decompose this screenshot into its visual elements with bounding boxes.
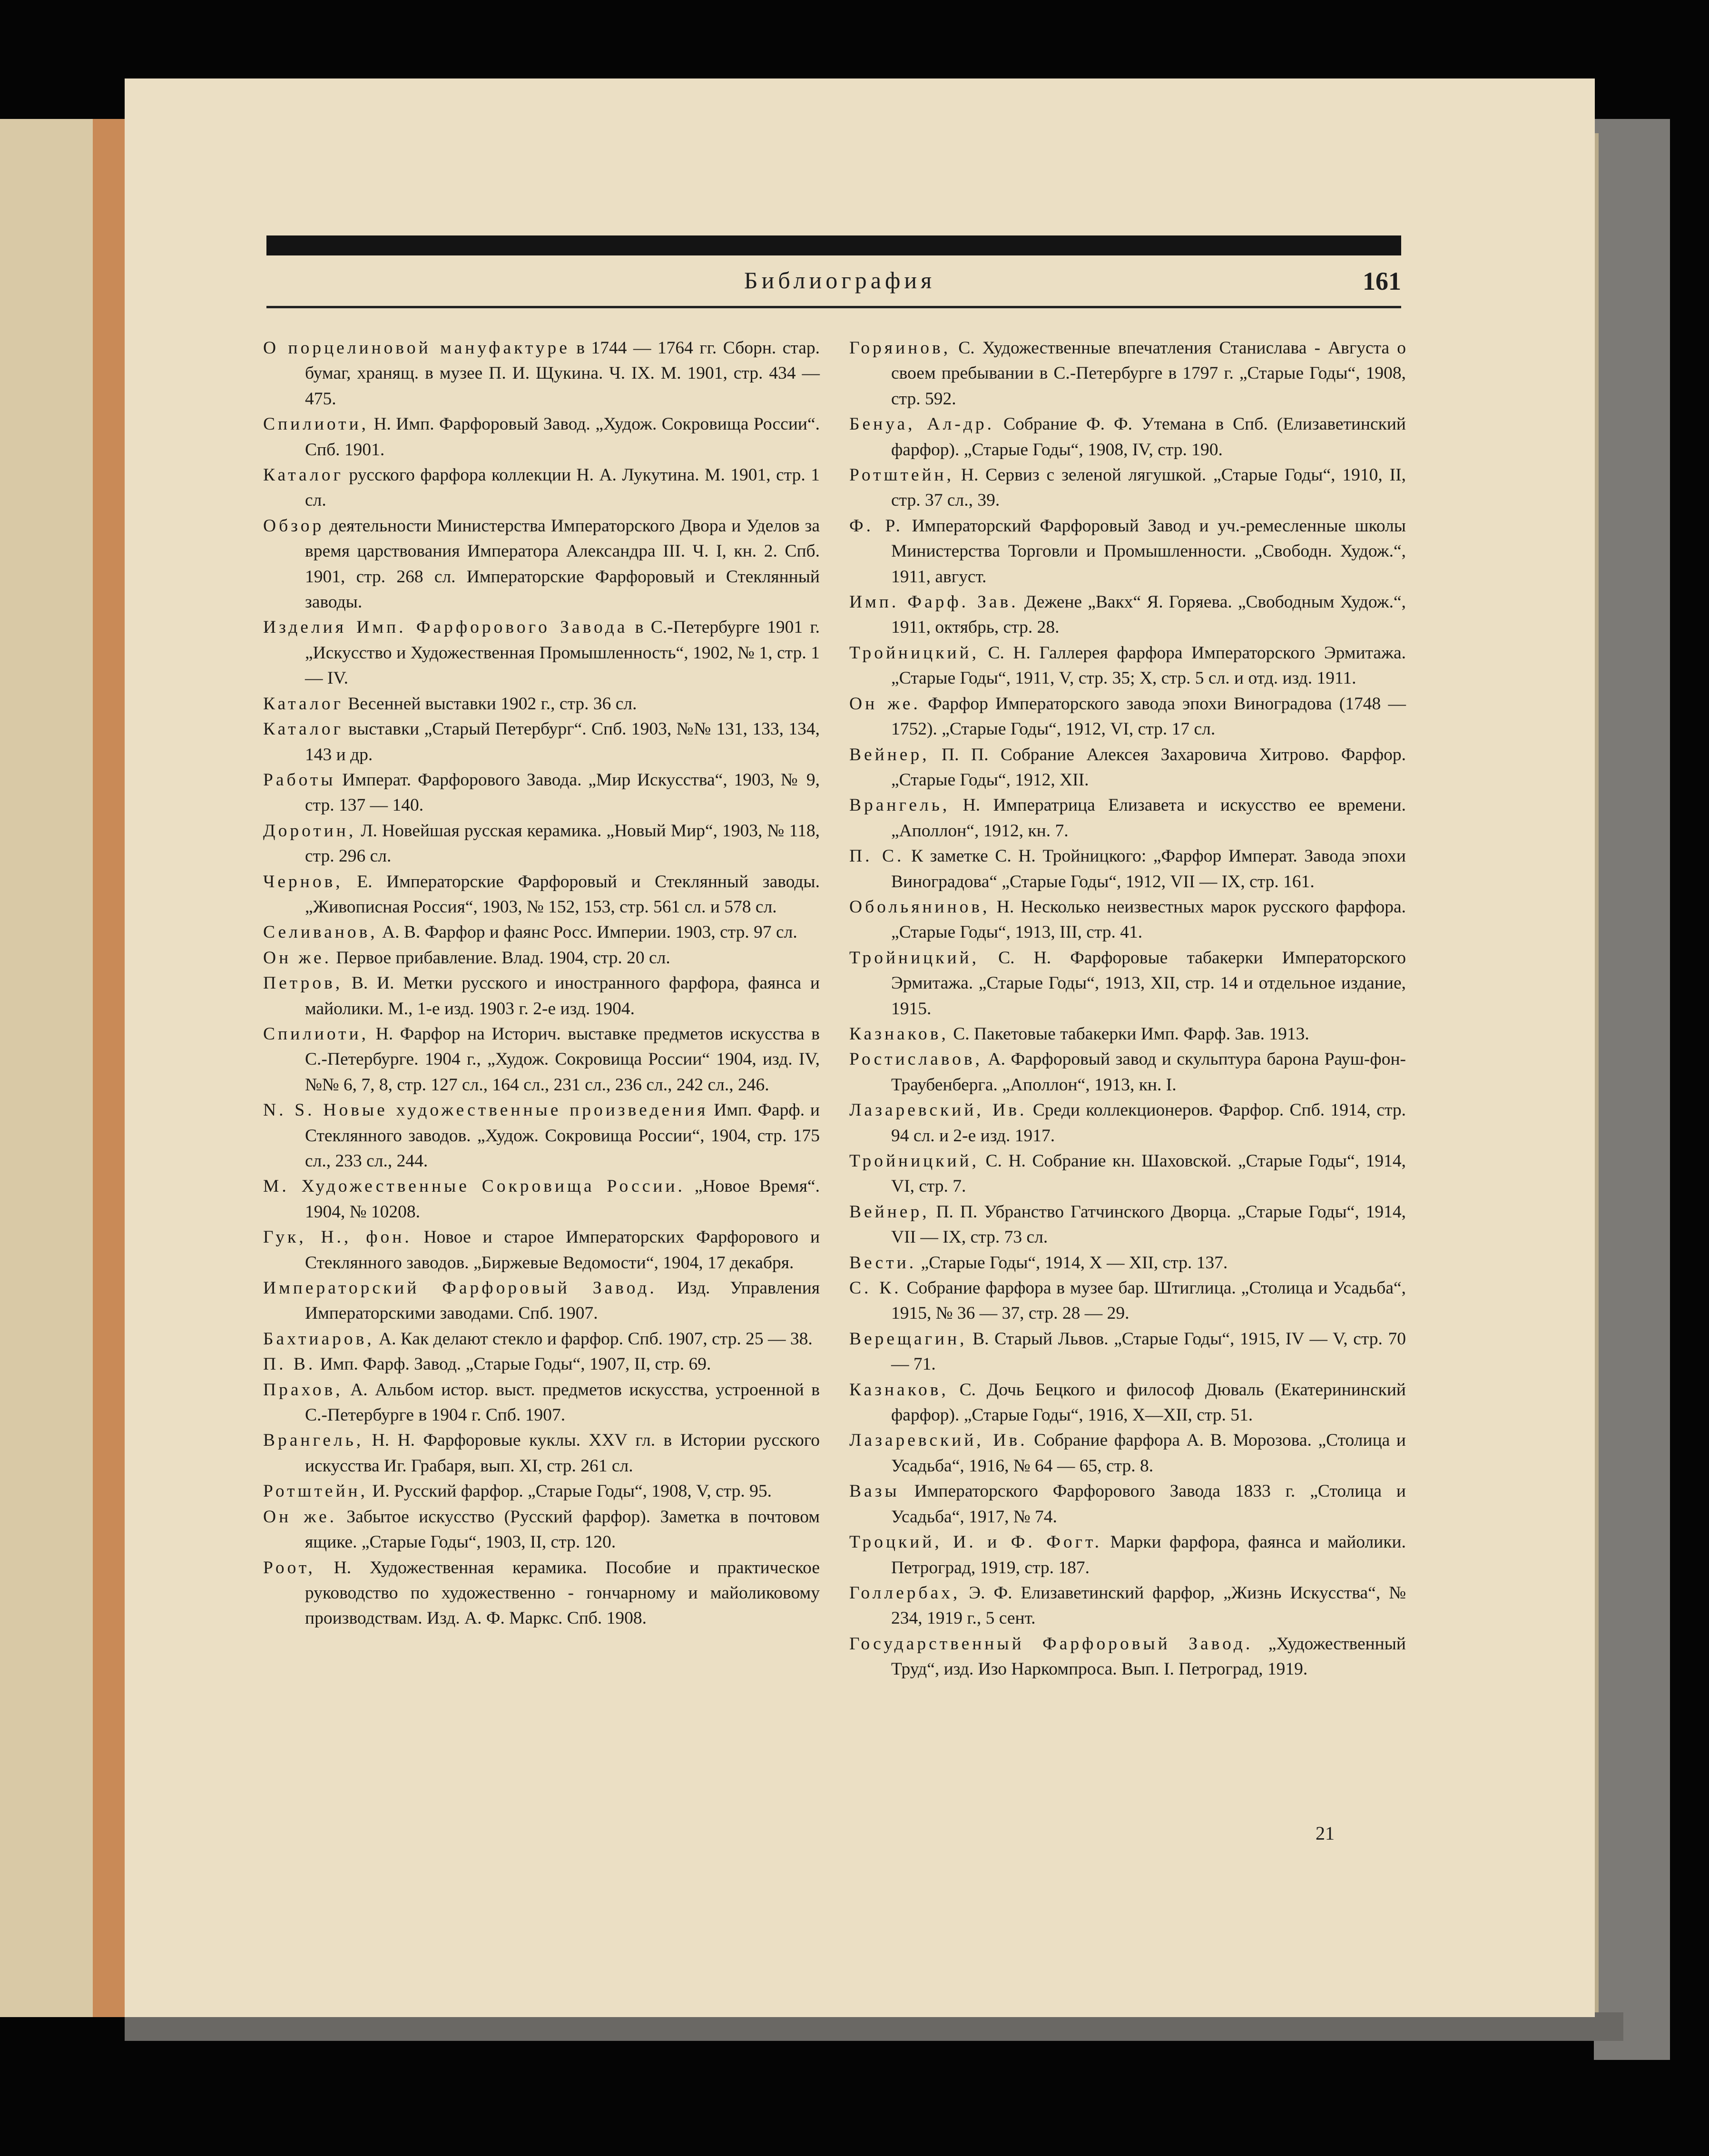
bibliography-column-left	[263, 335, 820, 1631]
entry-text: в С.-Петербурге 1901 г. „Искусство и Художественная Промышленность“, 1902, № 1, стр. 1 — IV.	[305, 617, 820, 688]
bibliography-entry	[849, 894, 1406, 945]
entry-author: Лазаревский, Ив.	[849, 1431, 1028, 1450]
entry-author: Он же.	[263, 948, 332, 968]
entry-text: Собрание фарфора А. В. Морозова. „Столица и Усадьба“, 1916, № 64 — 65, стр. 8.	[891, 1431, 1406, 1476]
entry-text: И. Русский фарфор. „Старые Годы“, 1908, V, стр. 95.	[368, 1481, 772, 1501]
bibliography-entry	[263, 767, 820, 818]
bibliography-entry	[263, 1275, 820, 1326]
book-cover-edge	[1594, 119, 1670, 2060]
bibliography-entry	[849, 412, 1406, 462]
bibliography-entry	[849, 1021, 1406, 1047]
entry-text: Н. Имп. Фарфоровый Завод. „Худож. Сокровища России“. Спб. 1901.	[305, 414, 820, 460]
bibliography-entry	[849, 1580, 1406, 1631]
bibliography-entry	[263, 869, 820, 920]
bibliography-entry	[849, 1148, 1406, 1199]
entry-author: Казнаков,	[849, 1380, 949, 1400]
bibliography-entry	[849, 742, 1406, 793]
bibliography-entry	[263, 716, 820, 767]
bibliography-entry	[263, 513, 820, 615]
entry-author: Вести.	[849, 1253, 917, 1273]
entry-author: Петров,	[263, 973, 343, 993]
entry-text: А. Фарфоровый завод и скульптура барона Рауш-фон-Траубенберга. „Аполлон“, 1913, кн. I.	[891, 1049, 1406, 1095]
entry-text: выставки „Старый Петербург“. Спб. 1903, №№ 131, 133, 134, 143 и др.	[305, 719, 820, 764]
entry-text: С. Пакетовые табакерки Имп. Фарф. Зав. 1913.	[948, 1024, 1309, 1044]
bibliography-entry	[849, 1199, 1406, 1250]
entry-author: Троцкий, И. и Ф. Фогт.	[849, 1532, 1102, 1552]
bibliography-entry	[263, 945, 820, 970]
entry-author: Каталог	[263, 465, 344, 485]
entry-author: Бенуа, Ал-др.	[849, 414, 995, 434]
entry-author: Имп. Фарф. Зав.	[849, 592, 1019, 612]
bibliography-entry	[849, 1529, 1406, 1580]
entry-text: Первое прибавление. Влад. 1904, стр. 20 сл.	[331, 948, 670, 968]
entry-text: К заметке С. Н. Тройницкого: „Фарфор Императ. Завода эпохи Виноградова“ „Старые Годы“, 1912, VII — IX, стр. 161.	[891, 846, 1406, 892]
bibliography-entry	[849, 945, 1406, 1021]
entry-text: П. П. Убранство Гатчинского Дворца. „Старые Годы“, 1914, VII — IX, стр. 73 сл.	[891, 1202, 1406, 1247]
entry-author: О порцелиновой мануфактуре	[263, 338, 570, 358]
entry-text: С. Художественные впечатления Станислава - Августа о своем пребывании в С.-Петербурге в 1797 г. „Старые Годы“, 1908, стр. 592.	[891, 338, 1406, 409]
entry-text: Императорского Фарфорового Завода 1833 г. „Столица и Усадьба“, 1917, № 74.	[891, 1481, 1406, 1527]
bibliography-entry	[263, 1326, 820, 1352]
bibliography-entry	[849, 1428, 1406, 1479]
bibliography-entry	[849, 1098, 1406, 1148]
bibliography-entry	[849, 1377, 1406, 1428]
entry-text: Е. Императорские Фарфоровый и Стеклянный заводы. „Живописная Россия“, 1903, № 152, 153, стр. 561 сл. и 578 сл.	[305, 872, 820, 917]
entry-text: Императорский Фарфоровый Завод и уч.-ремесленные школы Министерства Торговли и Промышленности. „Свободн. Худож.“, 1911, август.	[891, 516, 1406, 587]
entry-text: в 1744 — 1764 гг. Сборн. стар. бумаг, хранящ. в музее П. И. Щукина. Ч. IX. М. 1901, стр. 434 — 475.	[305, 338, 820, 409]
entry-author: Бахтиаров,	[263, 1329, 374, 1349]
bibliography-entry	[849, 513, 1406, 589]
entry-text: Н. Сервиз с зеленой лягушкой. „Старые Годы“, 1910, II, стр. 37 сл., 39.	[891, 465, 1406, 510]
entry-text: Н. Фарфор на Историч. выставке предметов искусства в С.-Петербурге. 1904 г., „Худож. Сокровища России“ 1904, изд. IV, №№ 6, 7, 8, стр. 127 сл., 164 сл., 231 сл., 236 сл., 242 сл., 246.	[305, 1024, 820, 1095]
entry-text: С. Н. Галлерея фарфора Императорского Эрмитажа. „Старые Годы“, 1911, V, стр. 35; Х, стр. 5 сл. и отд. изд. 1911.	[891, 643, 1406, 688]
entry-text: Изд. Управления Императорскими заводами. Спб. 1907.	[305, 1278, 820, 1323]
entry-author: Работы	[263, 770, 336, 790]
entry-author: Ростиславов,	[849, 1049, 982, 1069]
entry-author: П. В.	[263, 1354, 316, 1374]
entry-text: А. Альбом истор. выст. предметов искусства, устроенной в С.-Петербурге в 1904 г. Спб. 1907.	[305, 1380, 820, 1425]
bibliography-entry	[263, 1098, 820, 1174]
entry-text: Императ. Фарфорового Завода. „Мир Искусства“, 1903, № 9, стр. 137 — 140.	[305, 770, 820, 815]
entry-text: „Художественный Труд“, изд. Изо Наркомпроса. Вып. I. Петроград, 1919.	[891, 1634, 1406, 1679]
entry-author: Верещагин,	[849, 1329, 967, 1349]
entry-author: Вазы	[849, 1481, 900, 1501]
bibliography-entry	[263, 818, 820, 869]
entry-text: А. Как делают стекло и фарфор. Спб. 1907, стр. 25 — 38.	[374, 1329, 813, 1349]
bibliography-entry	[849, 1479, 1406, 1529]
entry-text: Собрание фарфора в музее бар. Штиглица. „Столица и Усадьба“, 1915, № 36 — 37, стр. 28 — 29.	[891, 1278, 1406, 1323]
entry-author: Тройницкий,	[849, 948, 979, 968]
bibliography-entry	[849, 589, 1406, 640]
entry-author: Врангель,	[263, 1431, 364, 1450]
entry-author: Лазаревский, Ив.	[849, 1100, 1027, 1120]
entry-author: Императорский Фарфоровый Завод.	[263, 1278, 657, 1298]
bibliography-entry	[849, 335, 1406, 412]
running-title: Библиография	[744, 267, 936, 294]
entry-author: С. К.	[849, 1278, 902, 1298]
entry-text: Новое и старое Императорских Фарфорового и Стеклянного заводов. „Биржевые Ведомости“, 1904, 17 декабря.	[305, 1227, 820, 1273]
entry-text: Марки фарфора, фаянса и майолики. Петроград, 1919, стр. 187.	[891, 1532, 1406, 1578]
bibliography-entry	[263, 1225, 820, 1275]
entry-text: С. Дочь Бецкого и философ Дюваль (Екатерининский фарфор). „Старые Годы“, 1916, Х—XII, стр. 51.	[891, 1380, 1406, 1425]
entry-author: Голлербах,	[849, 1583, 961, 1603]
entry-author: Каталог	[263, 694, 344, 714]
entry-author: Прахов,	[263, 1380, 343, 1400]
entry-text: русского фарфора коллекции Н. А. Лукутина. М. 1901, стр. 1 сл.	[305, 465, 820, 510]
entry-author: Чернов,	[263, 872, 343, 892]
entry-author: Спилиоти,	[263, 414, 369, 434]
entry-author: Селиванов,	[263, 922, 378, 942]
entry-author: П. С.	[849, 846, 904, 866]
entry-author: Доротин,	[263, 821, 356, 841]
entry-text: Дежене „Вакх“ Я. Горяева. „Свободным Худож.“, 1911, октябрь, стр. 28.	[891, 592, 1406, 637]
facing-page-edge	[93, 119, 126, 2017]
entry-author: Вейнер,	[849, 1202, 930, 1222]
entry-text: Н. Н. Фарфоровые куклы. XXV гл. в Истории русского искусства Иг. Грабаря, вып. XI, стр. 261 сл.	[305, 1431, 820, 1476]
page-number: 161	[1363, 267, 1401, 295]
entry-author: Изделия Имп. Фарфорового Завода	[263, 617, 628, 637]
bibliography-entry	[849, 793, 1406, 843]
entry-author: Тройницкий,	[849, 643, 979, 663]
bibliography-entry	[263, 462, 820, 513]
bibliography-entry	[849, 640, 1406, 691]
bibliography-entry	[263, 970, 820, 1021]
bibliography-entry	[263, 1352, 820, 1377]
entry-text: Собрание Ф. Ф. Утемана в Спб. (Елизаветинский фарфор). „Старые Годы“, 1908, IV, стр. 190.	[891, 414, 1406, 460]
entry-text: „Старые Годы“, 1914, Х — XII, стр. 137.	[916, 1253, 1228, 1273]
entry-author: Спилиоти,	[263, 1024, 369, 1044]
entry-text: С. Н. Фарфоровые табакерки Императорского Эрмитажа. „Старые Годы“, 1913, XII, стр. 14 и отдельное издание, 1915.	[891, 948, 1406, 1019]
bibliography-entry	[849, 1631, 1406, 1682]
entry-author: Роот,	[263, 1558, 315, 1578]
signature-mark: 21	[1316, 1823, 1335, 1844]
entry-author: Врангель,	[849, 795, 950, 815]
entry-text: Фарфор Императорского завода эпохи Виноградова (1748 — 1752). „Старые Годы“, 1912, VI, стр. 17 сл.	[891, 694, 1406, 739]
entry-text: Л. Новейшая русская керамика. „Новый Мир“, 1903, № 118, стр. 296 сл.	[305, 821, 820, 866]
bibliography-entry	[849, 1326, 1406, 1377]
entry-author: Горяинов,	[849, 338, 951, 358]
entry-text: Среди коллекционеров. Фарфор. Спб. 1914, стр. 94 сл. и 2-е изд. 1917.	[891, 1100, 1406, 1146]
entry-author: Каталог	[263, 719, 344, 739]
bibliography-entry	[849, 1047, 1406, 1098]
entry-author: Ротштейн,	[849, 465, 954, 485]
entry-text: А. В. Фарфор и фаянс Росс. Империи. 1903, стр. 97 сл.	[377, 922, 797, 942]
entry-text: Н. Художественная керамика. Пособие и практическое руководство по художественно - гончарному и майоликовому производствам. Изд. А. Ф. Маркс. Спб. 1908.	[305, 1558, 820, 1628]
entry-text: С. Н. Собрание кн. Шаховской. „Старые Годы“, 1914, VI, стр. 7.	[891, 1151, 1406, 1196]
entry-text: „Новое Время“. 1904, № 10208.	[305, 1176, 820, 1222]
entry-text: В. Старый Львов. „Старые Годы“, 1915, IV — V, стр. 70 — 71.	[891, 1329, 1406, 1374]
entry-author: Гук, Н., фон.	[263, 1227, 412, 1247]
bibliography-entry	[263, 1377, 820, 1428]
entry-text: Забытое искусство (Русский фарфор). Заметка в почтовом ящике. „Старые Годы“, 1903, II, стр. 120.	[305, 1507, 820, 1552]
entry-author: Обольянинов,	[849, 897, 990, 917]
bibliography-entry	[263, 1174, 820, 1225]
entry-author: Ротштейн,	[263, 1481, 368, 1501]
bibliography-entry	[263, 615, 820, 691]
bibliography-entry	[263, 920, 820, 945]
bibliography-entry	[849, 691, 1406, 742]
header-rule	[266, 306, 1401, 308]
entry-text: Н. Императрица Елизавета и искусство ее времени. „Аполлон“, 1912, кн. 7.	[891, 795, 1406, 841]
entry-text: Весенней выставки 1902 г., стр. 36 сл.	[343, 694, 637, 714]
bibliography-entry	[263, 412, 820, 462]
entry-text: Н. Несколько неизвестных марок русского фарфора. „Старые Годы“, 1913, III, стр. 41.	[891, 897, 1406, 942]
bibliography-entry	[263, 691, 820, 716]
entry-text: Э. Ф. Елизаветинский фарфор, „Жизнь Искусства“, № 234, 1919 г., 5 сент.	[891, 1583, 1406, 1628]
entry-text: Имп. Фарф. и Стеклянного заводов. „Худож. Сокровища России“, 1904, стр. 175 сл., 233 сл., 244.	[305, 1100, 820, 1171]
entry-author: Он же.	[849, 694, 921, 714]
entry-text: Имп. Фарф. Завод. „Старые Годы“, 1907, II, стр. 69.	[315, 1354, 711, 1374]
bibliography-entry	[849, 843, 1406, 894]
entry-author: Государственный Фарфоровый Завод.	[849, 1634, 1253, 1654]
bibliography-entry	[263, 335, 820, 412]
entry-author: Обзор	[263, 516, 324, 536]
entry-author: Ф. Р.	[849, 516, 904, 536]
bibliography-entry	[263, 1555, 820, 1631]
bibliography-entry	[263, 1504, 820, 1555]
entry-text: деятельности Министерства Императорского Двора и Уделов за время царствования Императора Александра III. Ч. I, кн. 2. Спб. 1901, стр. 268 сл. Императорские Фарфоровый и Стеклянный заводы.	[305, 516, 820, 612]
bibliography-entry	[849, 462, 1406, 513]
bibliography-entry	[849, 1250, 1406, 1275]
entry-author: Он же.	[263, 1507, 337, 1527]
entry-text: П. П. Собрание Алексея Захаровича Хитрово. Фарфор. „Старые Годы“, 1912, XII.	[891, 745, 1406, 790]
entry-author: М. Художественные Сокровища России.	[263, 1176, 685, 1196]
entry-author: Тройницкий,	[849, 1151, 979, 1171]
entry-text: В. И. Метки русского и иностранного фарфора, фаянса и майолики. М., 1-е изд. 1903 г. 2-е изд. 1904.	[305, 973, 820, 1019]
header-bar	[266, 235, 1401, 255]
entry-author: Вейнер,	[849, 745, 930, 764]
bibliography-column-right	[849, 335, 1406, 1682]
entry-author: Казнаков,	[849, 1024, 949, 1044]
entry-author: N. S. Новые художественные произведения	[263, 1100, 708, 1120]
bibliography-entry	[263, 1021, 820, 1098]
bibliography-entry	[849, 1275, 1406, 1326]
bibliography-entry	[263, 1479, 820, 1504]
bibliography-entry	[263, 1428, 820, 1479]
